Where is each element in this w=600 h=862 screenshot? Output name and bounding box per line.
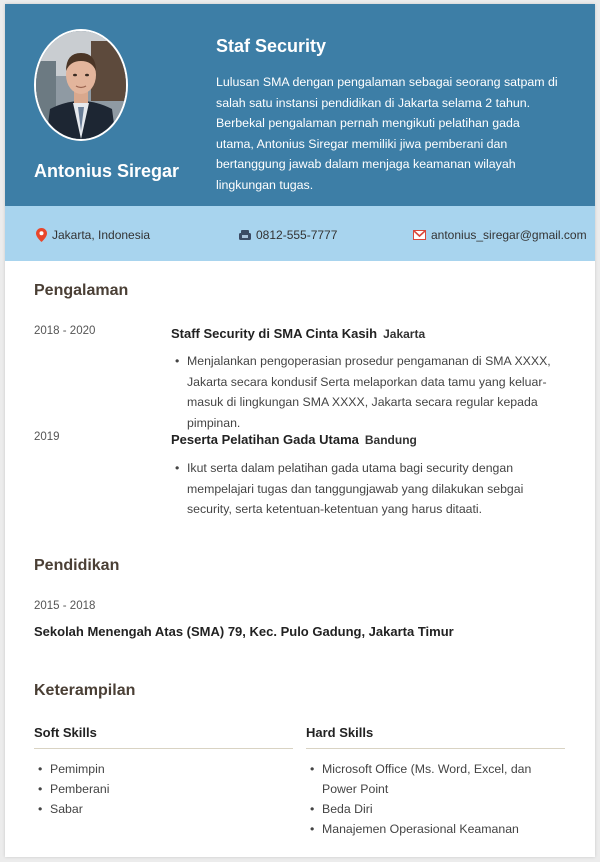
soft-skills-column xyxy=(34,725,293,819)
contact-email[interactable] xyxy=(413,228,587,242)
experience-heading: Pengalaman xyxy=(34,282,129,299)
hard-skills-title: Hard Skills xyxy=(306,725,565,749)
hard-skills-column xyxy=(306,725,565,839)
contact-phone xyxy=(239,228,337,242)
experience-bullets xyxy=(171,351,571,433)
experience-date: 2018 - 2020 xyxy=(34,325,96,337)
experience-date: 2019 xyxy=(34,431,60,443)
role-title: Staff Security di SMA Cinta Kasih xyxy=(171,326,378,341)
skills-heading: Keterampilan xyxy=(34,682,136,699)
education-school: Sekolah Menengah Atas (SMA) 79, Kec. Pulo Gadung, Jakarta Timur xyxy=(34,624,454,639)
role-title: Peserta Pelatihan Gada Utama xyxy=(171,432,359,447)
experience-role xyxy=(171,432,417,447)
list-item: • Manajemen Operasional Keamanan xyxy=(306,819,565,839)
soft-skills-list xyxy=(34,759,293,819)
candidate-name: Antonius Siregar xyxy=(34,161,180,181)
phone-icon xyxy=(239,230,251,240)
email-text[interactable]: antonius_siregar@gmail.com xyxy=(431,228,587,242)
list-item: • Pemberani xyxy=(34,779,293,799)
resume-page xyxy=(5,4,595,857)
list-item: • Beda Diri xyxy=(306,799,565,819)
hard-skills-list xyxy=(306,759,565,839)
role-location: Bandung xyxy=(364,433,417,447)
list-item: • Pemimpin xyxy=(34,759,293,779)
role-location: Jakarta xyxy=(383,327,426,341)
profile-summary: Lulusan SMA dengan pengalaman sebagai seorang satpam di salah satu instansi pendidikan di Jakarta selama 2 tahun. Berbekal pengalaman pernah mengikuti pelatihan gada utama, Antonius Siregar memiliki jiwa pemberani dan bertanggung jawab dalam menjaga keamanan wilayah lingkungan tugas. xyxy=(216,75,558,192)
email-icon xyxy=(413,230,426,240)
list-item: • Microsoft Office (Ms. Word, Excel, dan Power Point xyxy=(306,759,565,799)
location-text: Jakarta, Indonesia xyxy=(52,228,151,242)
experience-role xyxy=(171,326,425,341)
list-item: • Sabar xyxy=(34,799,293,819)
list-item: • Menjalankan pengoperasian prosedur pengamanan di SMA XXXX, Jakarta secara kondusif Serta melaporkan data tamu yang keluar-masuk di lingkungan SMA XXXX, Jakarta secara regular kepada pimpinan. xyxy=(171,351,571,433)
list-item: • Ikut serta dalam pelatihan gada utama bagi security dengan mempelajari tugas dan tanggungjawab yang dilakukan sebgai security, serta ketentuan-ketentuan yang harus ditaati. xyxy=(171,458,571,520)
resume-header xyxy=(5,4,595,206)
education-date: 2015 - 2018 xyxy=(34,600,96,612)
profile-photo xyxy=(34,29,128,141)
experience-bullets xyxy=(171,458,571,520)
job-title: Staf Security xyxy=(216,36,327,56)
location-pin-icon xyxy=(36,228,47,242)
phone-text: 0812-555-7777 xyxy=(256,228,338,242)
education-heading: Pendidikan xyxy=(34,557,120,574)
contact-bar xyxy=(5,206,595,261)
contact-location xyxy=(36,228,150,242)
soft-skills-title: Soft Skills xyxy=(34,725,293,749)
